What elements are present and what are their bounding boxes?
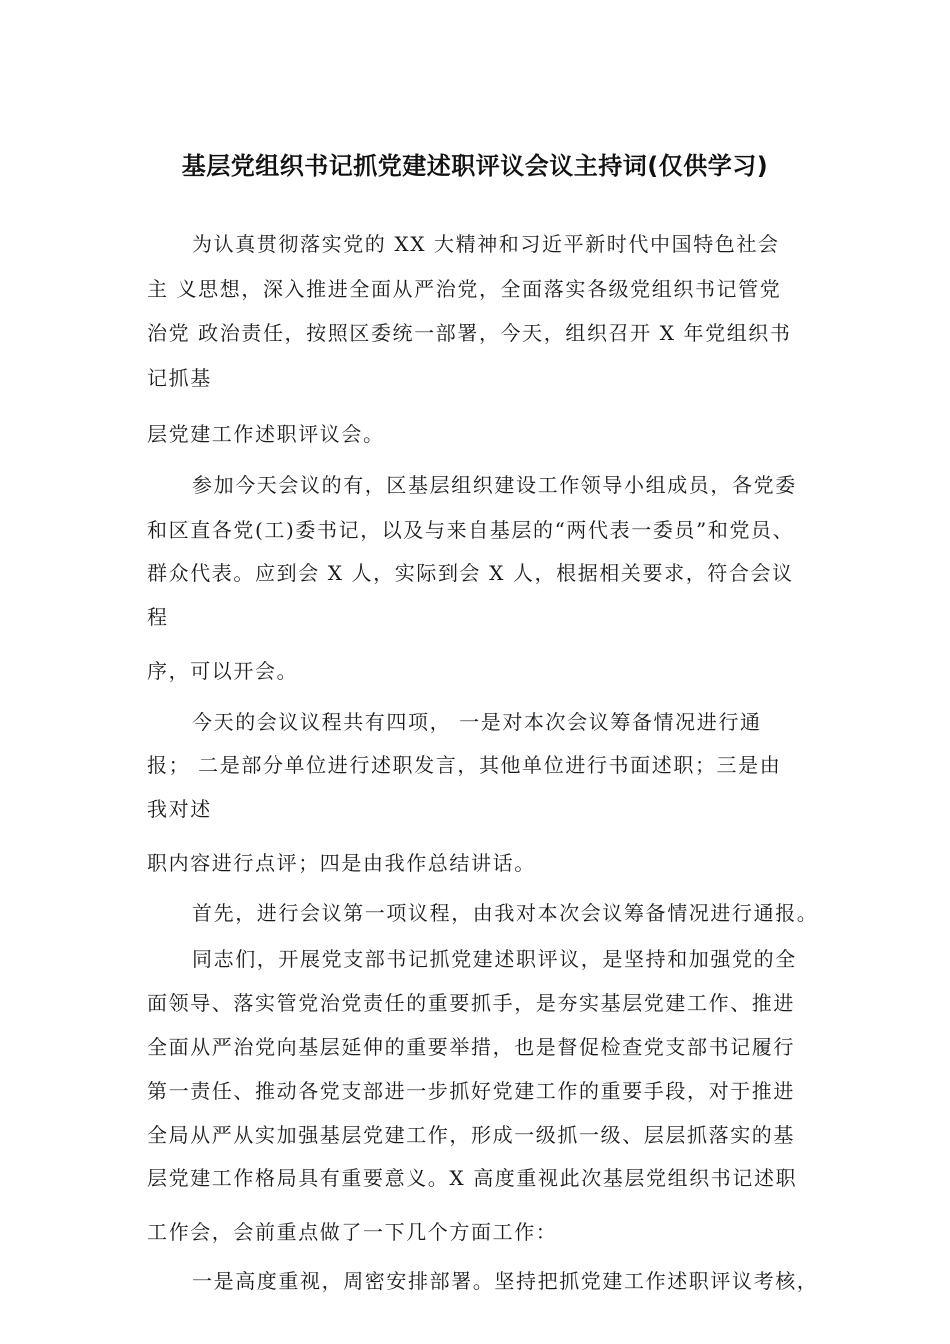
paragraph-line: 面领导、落实管党治党责任的重要抓手，是夯实基层党建工作、推进 (147, 991, 795, 1015)
paragraph-line: 报； 二是部分单位进行述职发言，其他单位进行书面述职；三是由 (147, 753, 782, 777)
paragraph-line: 为认真贯彻落实党的 XX 大精神和习近平新时代中国特色社会 (192, 232, 780, 256)
paragraph-line: 和区直各党(工)委书记，以及与来自基层的“两代表一委员”和党员、 (147, 518, 795, 542)
paragraph-line: 程 (147, 605, 169, 629)
paragraph-line: 我对述 (147, 797, 212, 821)
paragraph-line: 群众代表。应到会 X 人，实际到会 X 人，根据相关要求，符合会议 (147, 561, 794, 585)
paragraph-line: 全面从严治党向基层延伸的重要举措，也是督促检查党支部书记履行 (147, 1035, 795, 1059)
document-title: 基层党组织书记抓党建述职评议会议主持词(仅供学习) (181, 152, 769, 180)
paragraph-line: 第一责任、推动各党支部进一步抓好党建工作的重要手段，对于推进 (147, 1079, 795, 1103)
paragraph-line: 层党建工作格局具有重要意义。X 高度重视此次基层党组织书记述职 (147, 1166, 798, 1190)
paragraph-line: 全局从严从实加强基层党建工作，形成一级抓一级、层层抓落实的基 (147, 1123, 795, 1147)
paragraph-line: 治党 政治责任，按照区委统一部署，今天，组织召开 X 年党组织书 (147, 321, 792, 345)
paragraph-line: 今天的会议议程共有四项， 一是对本次会议筹备情况进行通 (192, 710, 762, 734)
paragraph-line: 参加今天会议的有，区基层组织建设工作领导小组成员，各党委 (192, 473, 797, 497)
paragraph-line: 同志们，开展党支部书记抓党建述职评议，是坚持和加强党的全 (192, 947, 797, 971)
paragraph-line: 序，可以开会。 (147, 659, 299, 683)
paragraph-line: 层党建工作述职评议会。 (147, 422, 385, 446)
paragraph-line: 主 义思想，深入推进全面从严治党，全面落实各级党组织书记管党 (147, 277, 782, 301)
paragraph-line: 职内容进行点评；四是由我作总结讲话。 (147, 851, 536, 875)
paragraph-line: 工作会，会前重点做了一下几个方面工作： (147, 1220, 558, 1244)
paragraph-line: 首先，进行会议第一项议程，由我对本次会议筹备情况进行通报。 (192, 901, 819, 925)
paragraph-line: 一是高度重视，周密安排部署。坚持把抓党建工作述职评议考核， (192, 1269, 819, 1293)
paragraph-line: 记抓基 (147, 366, 212, 390)
